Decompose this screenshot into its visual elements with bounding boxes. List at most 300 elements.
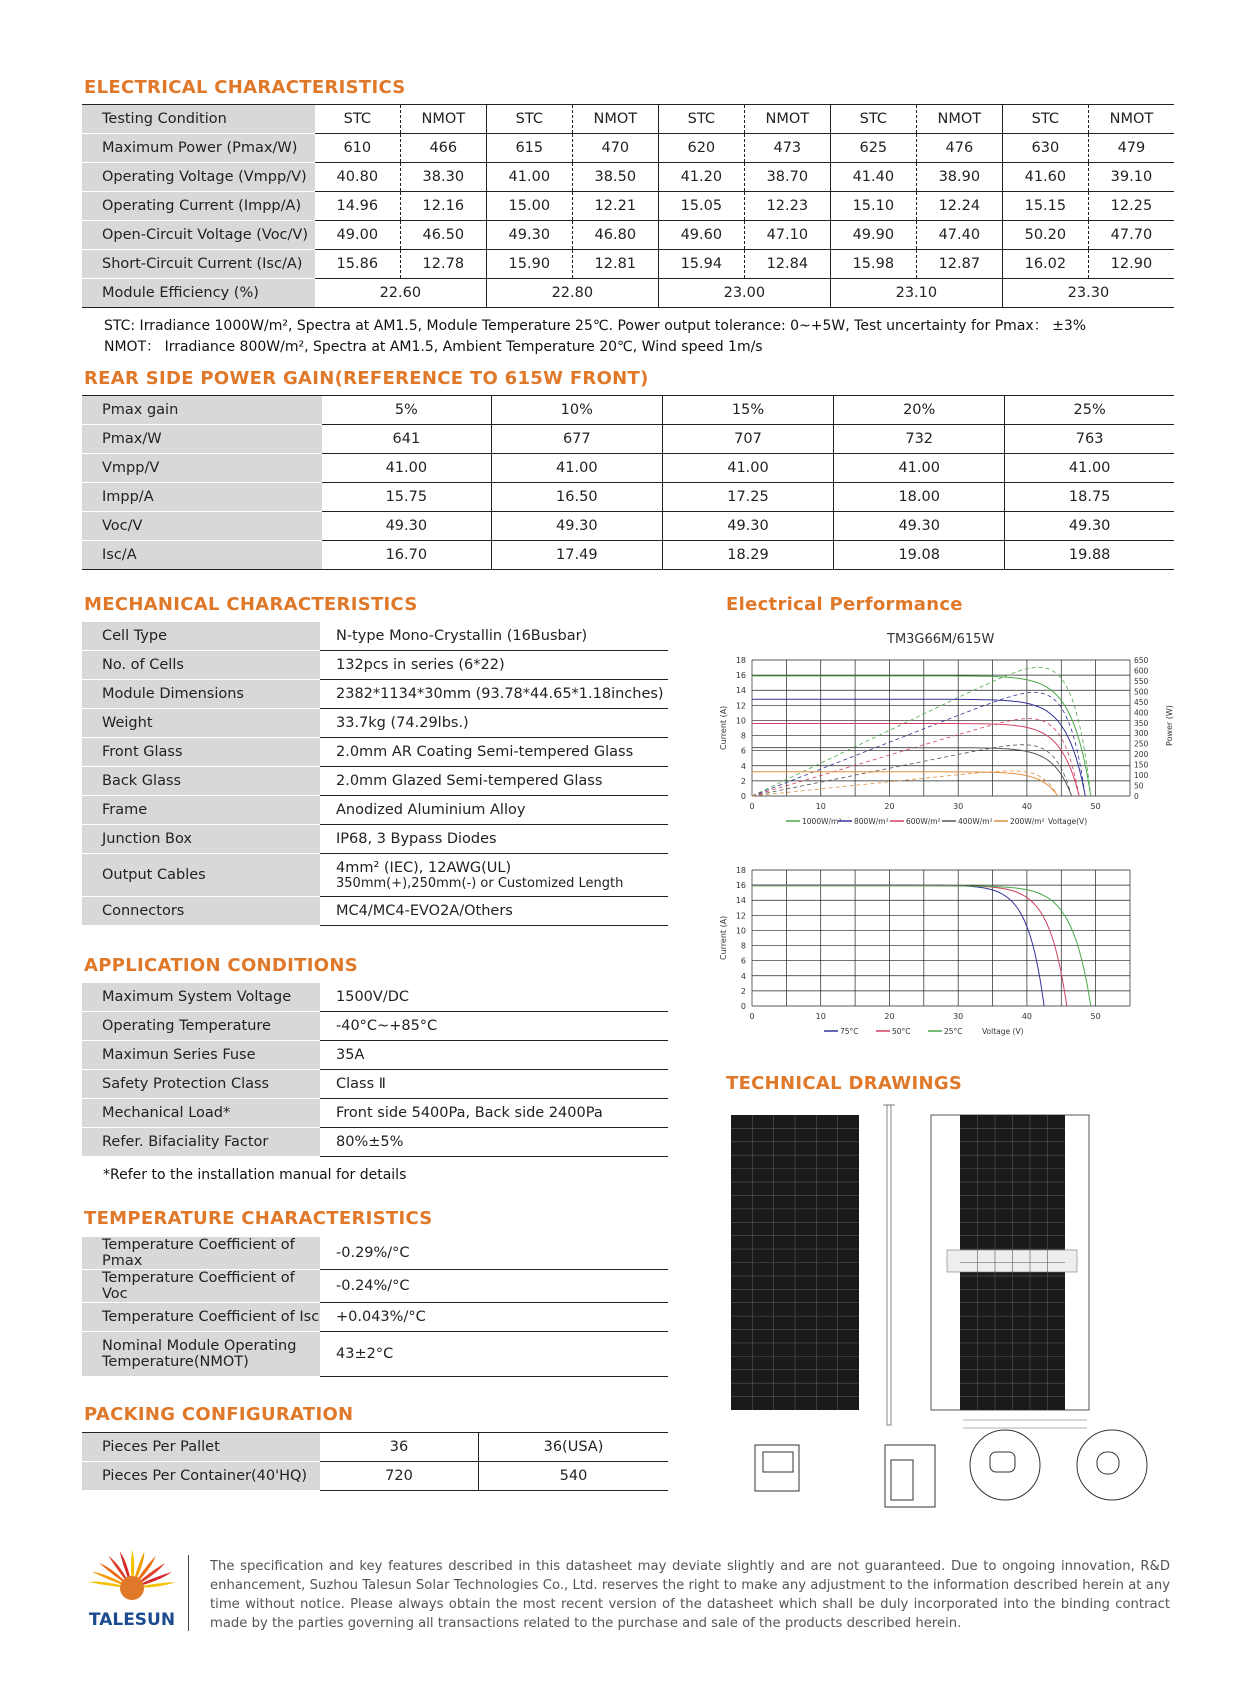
x-tick-label: 50 <box>1090 1012 1101 1021</box>
packing-table <box>82 1432 668 1491</box>
x-tick-label: 0 <box>749 1012 755 1021</box>
table-cell: 466 <box>400 134 486 163</box>
table-cell: 12.87 <box>916 250 1002 279</box>
row-label <box>82 738 320 767</box>
row-value <box>320 1332 668 1377</box>
table-cell: 49.60 <box>658 221 744 250</box>
table-cell: 473 <box>744 134 830 163</box>
row-value <box>320 1070 668 1099</box>
row-label <box>82 796 320 825</box>
y2-tick-label: 150 <box>1134 760 1149 770</box>
table-cell: 641 <box>322 425 491 454</box>
table-cell: 625 <box>830 134 916 163</box>
table-cell: 20% <box>834 396 1005 425</box>
table-cell: 15.86 <box>315 250 400 279</box>
table-cell: 38.50 <box>572 163 658 192</box>
y2-tick-label: 400 <box>1134 708 1149 718</box>
table-row <box>82 1012 668 1041</box>
row-value-text: 2.0mm AR Coating Semi-tempered Glass <box>336 744 634 760</box>
row-value-text: -0.29%/°C <box>336 1245 410 1261</box>
y-axis-label: Current (A) <box>719 705 728 750</box>
row-value-text: -40°C~+85°C <box>336 1018 438 1034</box>
sun-logo-icon <box>82 1546 182 1606</box>
table-cell: 38.30 <box>400 163 486 192</box>
row-label: Operating Current (Impp/A) <box>82 192 315 221</box>
row-label: Vmpp/V <box>82 454 322 483</box>
table-cell: 41.40 <box>830 163 916 192</box>
y-tick-label: 8 <box>740 941 746 951</box>
row-label-text: Temperature Coefficient of Isc <box>102 1309 320 1325</box>
table-row <box>82 1270 668 1303</box>
series-line-power <box>752 745 1071 796</box>
stc-note: STC: Irradiance 1000W/m², Spectra at AM1.5, Module Temperature 25℃. Power output tolerance: 0~+5W, Test uncertainty for Pmax： ±3% <box>104 318 1087 334</box>
table-cell: 12.90 <box>1088 250 1174 279</box>
table-row <box>82 1433 668 1462</box>
row-label: Short-Circuit Current (Isc/A) <box>82 250 315 279</box>
footer-divider <box>188 1555 189 1631</box>
row-label-text: Refer. Bifaciality Factor <box>102 1134 269 1150</box>
table-row <box>82 1041 668 1070</box>
row-label <box>82 680 320 709</box>
row-label-text: Output Cables <box>102 867 206 883</box>
table-row <box>82 279 1174 308</box>
table-row <box>82 425 1174 454</box>
row-label-text: Cell Type <box>102 628 168 644</box>
row-label <box>82 825 320 854</box>
table-cell: 763 <box>1005 425 1174 454</box>
table-cell: 49.30 <box>834 512 1005 541</box>
panel-rear-view <box>931 1115 1089 1410</box>
row-value <box>320 854 668 897</box>
table-row <box>82 134 1174 163</box>
x-tick-label: 20 <box>884 1012 895 1021</box>
table-cell: STC <box>658 105 744 134</box>
table-row <box>82 983 668 1012</box>
table-row <box>82 192 1174 221</box>
row-value <box>320 825 668 854</box>
table-cell: STC <box>830 105 916 134</box>
table-cell: 50.20 <box>1002 221 1088 250</box>
table-cell: 38.90 <box>916 163 1002 192</box>
table-row <box>82 622 668 651</box>
x-axis-label: Voltage(V) <box>1048 817 1088 826</box>
row-label-text: Module Dimensions <box>102 686 244 702</box>
table-cell: 49.00 <box>315 221 400 250</box>
electrical-table <box>82 104 1174 308</box>
table-cell: 15.75 <box>322 483 491 512</box>
row-value <box>320 796 668 825</box>
table-row <box>82 396 1174 425</box>
row-label-text: Safety Protection Class <box>102 1076 270 1092</box>
table-cell: 49.30 <box>1005 512 1174 541</box>
rear-gain-table <box>82 395 1174 570</box>
table-cell: 46.80 <box>572 221 658 250</box>
table-cell: 49.30 <box>486 221 572 250</box>
table-row <box>82 163 1174 192</box>
table-cell: 12.16 <box>400 192 486 221</box>
row-value <box>320 622 668 651</box>
table-cell: 23.30 <box>1002 279 1174 308</box>
y2-tick-label: 500 <box>1134 687 1149 697</box>
nmot-note: NMOT： Irradiance 800W/m², Spectra at AM1.5, Ambient Temperature 20℃, Wind speed 1m/s <box>104 339 763 355</box>
table-row <box>82 651 668 680</box>
row-value <box>320 1041 668 1070</box>
row-label <box>82 767 320 796</box>
section-title-performance: Electrical Performance <box>726 594 963 615</box>
table-cell: 5% <box>322 396 491 425</box>
row-label: Pmax/W <box>82 425 322 454</box>
series-line-iv <box>752 724 1079 797</box>
table-cell: 19.88 <box>1005 541 1174 570</box>
row-value-text: +0.043%/°C <box>336 1309 426 1325</box>
y-tick-label: 18 <box>735 866 746 875</box>
y2-tick-label: 600 <box>1134 666 1149 676</box>
table-cell: 15.90 <box>486 250 572 279</box>
iv-temperature-chart <box>714 860 1184 1050</box>
section-bb-detail <box>885 1445 935 1507</box>
table-row <box>82 1237 668 1270</box>
row-label <box>82 897 320 926</box>
row-label-text: Operating Temperature <box>102 1018 271 1034</box>
x-tick-label: 50 <box>1090 802 1101 811</box>
table-row <box>82 825 668 854</box>
row-label: Module Efficiency (%) <box>82 279 315 308</box>
series-line-power <box>752 771 1057 796</box>
row-label <box>82 1303 320 1332</box>
chart-model-title: TM3G66M/615W <box>887 632 995 647</box>
series-line-iv <box>752 772 1058 796</box>
row-label: Testing Condition <box>82 105 315 134</box>
table-cell: 36(USA) <box>479 1433 669 1462</box>
table-row <box>82 541 1174 570</box>
y2-tick-label: 50 <box>1134 781 1144 791</box>
table-row <box>82 738 668 767</box>
table-cell: STC <box>486 105 572 134</box>
row-value-text: 4mm² (IEC), 12AWG(UL) <box>336 859 512 876</box>
table-cell: 36 <box>320 1433 479 1462</box>
row-label: Impp/A <box>82 483 322 512</box>
row-value <box>320 1128 668 1157</box>
table-cell: 23.10 <box>830 279 1002 308</box>
table-cell: 25% <box>1005 396 1174 425</box>
table-cell: 479 <box>1088 134 1174 163</box>
section-title-drawings: TECHNICAL DRAWINGS <box>726 1073 963 1094</box>
legend-label: 600W/m² <box>906 817 941 826</box>
row-value <box>320 680 668 709</box>
row-label-text: Maximun Series Fuse <box>102 1047 256 1063</box>
table-cell: 15% <box>662 396 833 425</box>
row-label <box>82 1012 320 1041</box>
table-row <box>82 250 1174 279</box>
y-tick-label: 10 <box>735 926 746 936</box>
table-cell: NMOT <box>572 105 658 134</box>
row-value <box>320 767 668 796</box>
y2-tick-label: 100 <box>1134 771 1149 781</box>
table-cell: 12.23 <box>744 192 830 221</box>
table-cell: NMOT <box>1088 105 1174 134</box>
panel-side-view <box>883 1105 895 1425</box>
table-cell: 540 <box>479 1462 669 1491</box>
legend-label: 400W/m² <box>958 817 993 826</box>
row-label <box>82 1128 320 1157</box>
legend-label: 25°C <box>944 1027 963 1036</box>
table-row <box>82 854 668 897</box>
row-value <box>320 1237 668 1270</box>
y2-axis-label: Power (W) <box>1165 705 1174 746</box>
table-cell: 47.40 <box>916 221 1002 250</box>
table-row <box>82 221 1174 250</box>
section-title-mechanical: MECHANICAL CHARACTERISTICS <box>84 594 418 615</box>
row-label <box>82 1332 320 1377</box>
row-value <box>320 738 668 767</box>
iv-irradiance-chart <box>714 650 1184 850</box>
table-cell: 41.20 <box>658 163 744 192</box>
row-label-text: Temperature Coefficient of Pmax <box>102 1237 295 1269</box>
y-tick-label: 12 <box>735 911 746 921</box>
table-cell: 630 <box>1002 134 1088 163</box>
row-label: Pmax gain <box>82 396 322 425</box>
table-cell: 41.00 <box>491 454 662 483</box>
row-value-text: Class Ⅱ <box>336 1076 386 1092</box>
table-cell: 41.00 <box>322 454 491 483</box>
table-cell: 15.05 <box>658 192 744 221</box>
table-cell: 10% <box>491 396 662 425</box>
x-tick-label: 30 <box>953 802 964 811</box>
y-tick-label: 4 <box>740 971 746 981</box>
table-row <box>82 680 668 709</box>
y-tick-label: 14 <box>735 686 746 696</box>
row-label <box>82 1237 320 1270</box>
x-tick-label: 0 <box>749 802 755 811</box>
row-label <box>82 709 320 738</box>
table-row <box>82 1128 668 1157</box>
table-cell: 47.70 <box>1088 221 1174 250</box>
x-tick-label: 20 <box>884 802 895 811</box>
row-label: Maximum Power (Pmax/W) <box>82 134 315 163</box>
detail-c <box>970 1430 1040 1500</box>
application-table <box>82 983 668 1157</box>
row-label <box>82 983 320 1012</box>
table-cell: 12.84 <box>744 250 830 279</box>
row-label <box>82 651 320 680</box>
table-cell: 49.30 <box>491 512 662 541</box>
x-tick-label: 10 <box>815 1012 826 1021</box>
row-label-text: Nominal Module Operating <box>102 1338 297 1354</box>
y2-tick-label: 0 <box>1134 792 1139 801</box>
row-value-text: 43±2°C <box>336 1346 394 1362</box>
row-value-text: 1500V/DC <box>336 989 409 1005</box>
row-label-text: Connectors <box>102 903 185 919</box>
legend-label: 1000W/m² <box>802 817 842 826</box>
row-label: Pieces Per Container(40'HQ) <box>82 1462 320 1491</box>
table-row <box>82 1303 668 1332</box>
table-cell: 41.00 <box>834 454 1005 483</box>
row-value-text: MC4/MC4-EVO2A/Others <box>336 903 513 919</box>
table-cell: 38.70 <box>744 163 830 192</box>
table-cell: 12.24 <box>916 192 1002 221</box>
y2-tick-label: 350 <box>1134 718 1149 728</box>
row-label-text: Weight <box>102 715 153 731</box>
x-tick-label: 10 <box>815 802 826 811</box>
table-cell: 470 <box>572 134 658 163</box>
table-cell: 17.49 <box>491 541 662 570</box>
legend-label: 50°C <box>892 1027 911 1036</box>
installation-note: *Refer to the installation manual for details <box>103 1167 407 1183</box>
row-value-text: IP68, 3 Bypass Diodes <box>336 831 497 847</box>
row-label-text: Mechanical Load* <box>102 1105 231 1121</box>
section-title-application: APPLICATION CONDITIONS <box>84 955 358 976</box>
row-label-text: Junction Box <box>102 831 192 847</box>
y-tick-label: 2 <box>740 986 746 996</box>
temperature-table <box>82 1237 668 1377</box>
footer-disclaimer: The specification and key features described in this datasheet may deviate slightly and are not guaranteed. Due to ongoing innovation, R&D enhancement, Suzhou Talesun Solar Technologies Co., Ltd. reserves the right to make any adjustment to the information described herein at any time without notice. Please always obtain the most recent version of the datasheet which shall be duly incorporated into the binding contract made by the parties governing all transactions related to the purchase and sale of the products described herein. <box>210 1559 1170 1631</box>
table-cell: 19.08 <box>834 541 1005 570</box>
row-label-text: Frame <box>102 802 148 818</box>
row-label: Voc/V <box>82 512 322 541</box>
table-cell: 41.00 <box>1005 454 1174 483</box>
row-label-text: Front Glass <box>102 744 183 760</box>
row-value-text: 132pcs in series (6*22) <box>336 657 505 673</box>
series-line-iv <box>752 886 1091 1006</box>
table-cell: 15.00 <box>486 192 572 221</box>
row-value <box>320 709 668 738</box>
y-tick-label: 6 <box>740 746 746 756</box>
row-label-text: Temperature(NMOT) <box>102 1354 249 1370</box>
table-cell: 620 <box>658 134 744 163</box>
panel-front-view <box>731 1115 859 1410</box>
table-cell: 49.90 <box>830 221 916 250</box>
table-cell: NMOT <box>916 105 1002 134</box>
section-aa-detail <box>755 1445 799 1491</box>
y-tick-label: 8 <box>740 731 746 741</box>
table-row <box>82 1462 668 1491</box>
table-row <box>82 512 1174 541</box>
y2-tick-label: 250 <box>1134 739 1149 749</box>
table-cell: 15.15 <box>1002 192 1088 221</box>
talesun-logo <box>82 1546 182 1636</box>
section-title-packing: PACKING CONFIGURATION <box>84 1404 354 1425</box>
table-cell: 47.10 <box>744 221 830 250</box>
table-cell: 18.29 <box>662 541 833 570</box>
row-label <box>82 1070 320 1099</box>
row-value <box>320 897 668 926</box>
legend-label: 75°C <box>840 1027 859 1036</box>
table-row <box>82 1070 668 1099</box>
y-tick-label: 18 <box>735 656 746 665</box>
table-cell: 732 <box>834 425 1005 454</box>
row-value <box>320 651 668 680</box>
section-title-electrical: ELECTRICAL CHARACTERISTICS <box>84 77 406 98</box>
technical-drawings <box>715 1100 1195 1520</box>
table-cell: 18.00 <box>834 483 1005 512</box>
table-cell: 15.10 <box>830 192 916 221</box>
table-cell: NMOT <box>400 105 486 134</box>
table-cell: 16.02 <box>1002 250 1088 279</box>
row-value-text: -0.24%/°C <box>336 1278 410 1294</box>
legend-label: 800W/m² <box>854 817 889 826</box>
table-cell: 615 <box>486 134 572 163</box>
y-tick-label: 14 <box>735 896 746 906</box>
table-cell: 16.50 <box>491 483 662 512</box>
table-cell: 12.21 <box>572 192 658 221</box>
table-cell: 49.30 <box>662 512 833 541</box>
table-cell: 22.60 <box>315 279 487 308</box>
table-cell: 41.60 <box>1002 163 1088 192</box>
brand-name: TALESUN <box>88 1610 176 1630</box>
table-cell: STC <box>1002 105 1088 134</box>
row-value-text: 35A <box>336 1047 365 1063</box>
table-row <box>82 767 668 796</box>
row-label <box>82 1041 320 1070</box>
x-tick-label: 40 <box>1021 802 1033 811</box>
table-cell: 17.25 <box>662 483 833 512</box>
series-line-power <box>752 719 1079 796</box>
table-row <box>82 454 1174 483</box>
table-cell: 610 <box>315 134 400 163</box>
row-value <box>320 983 668 1012</box>
row-value-text: N-type Mono-Crystallin (16Busbar) <box>336 628 588 644</box>
series-line-power <box>752 692 1085 796</box>
table-row <box>82 897 668 926</box>
y2-tick-label: 300 <box>1134 729 1149 739</box>
y-tick-label: 0 <box>740 792 746 801</box>
table-cell: 677 <box>491 425 662 454</box>
row-value-text: 2.0mm Glazed Semi-tempered Glass <box>336 773 603 789</box>
y-tick-label: 2 <box>740 776 746 786</box>
table-cell: 12.81 <box>572 250 658 279</box>
table-cell: 16.70 <box>322 541 491 570</box>
y-tick-label: 16 <box>735 881 746 891</box>
row-label-text: Temperature Coefficient of Voc <box>102 1270 295 1302</box>
row-label-text: Back Glass <box>102 773 182 789</box>
row-value-text: 2382*1134*30mm (93.78*44.65*1.18inches) <box>336 686 664 702</box>
table-cell: 720 <box>320 1462 479 1491</box>
row-label <box>82 1270 320 1303</box>
y-tick-label: 6 <box>740 956 746 966</box>
table-cell: 15.98 <box>830 250 916 279</box>
row-value <box>320 1303 668 1332</box>
table-cell: 41.00 <box>662 454 833 483</box>
section-title-temperature: TEMPERATURE CHARACTERISTICS <box>84 1208 433 1229</box>
mechanical-table <box>82 622 668 926</box>
table-row <box>82 709 668 738</box>
x-tick-label: 40 <box>1021 1012 1033 1021</box>
row-value <box>320 1270 668 1303</box>
table-cell: 476 <box>916 134 1002 163</box>
table-row <box>82 1332 668 1377</box>
table-cell: 15.94 <box>658 250 744 279</box>
y2-tick-label: 450 <box>1134 697 1149 707</box>
row-label <box>82 1099 320 1128</box>
row-value-text: Front side 5400Pa, Back side 2400Pa <box>336 1105 603 1121</box>
row-value <box>320 1099 668 1128</box>
row-value-text: Anodized Aluminium Alloy <box>336 802 526 818</box>
row-label: Isc/A <box>82 541 322 570</box>
table-cell: 12.78 <box>400 250 486 279</box>
row-label <box>82 622 320 651</box>
table-row <box>82 105 1174 134</box>
row-value <box>320 1012 668 1041</box>
series-line-iv <box>752 676 1091 796</box>
section-title-rear: REAR SIDE POWER GAIN(REFERENCE TO 615W FRONT) <box>84 368 649 389</box>
y2-tick-label: 550 <box>1134 676 1149 686</box>
table-cell: STC <box>315 105 400 134</box>
row-value-text: 80%±5% <box>336 1134 404 1150</box>
row-label-text: No. of Cells <box>102 657 184 673</box>
y-axis-label: Current (A) <box>719 915 728 960</box>
row-value-text: 350mm(+),250mm(-) or Customized Length <box>336 875 624 891</box>
x-tick-label: 30 <box>953 1012 964 1021</box>
